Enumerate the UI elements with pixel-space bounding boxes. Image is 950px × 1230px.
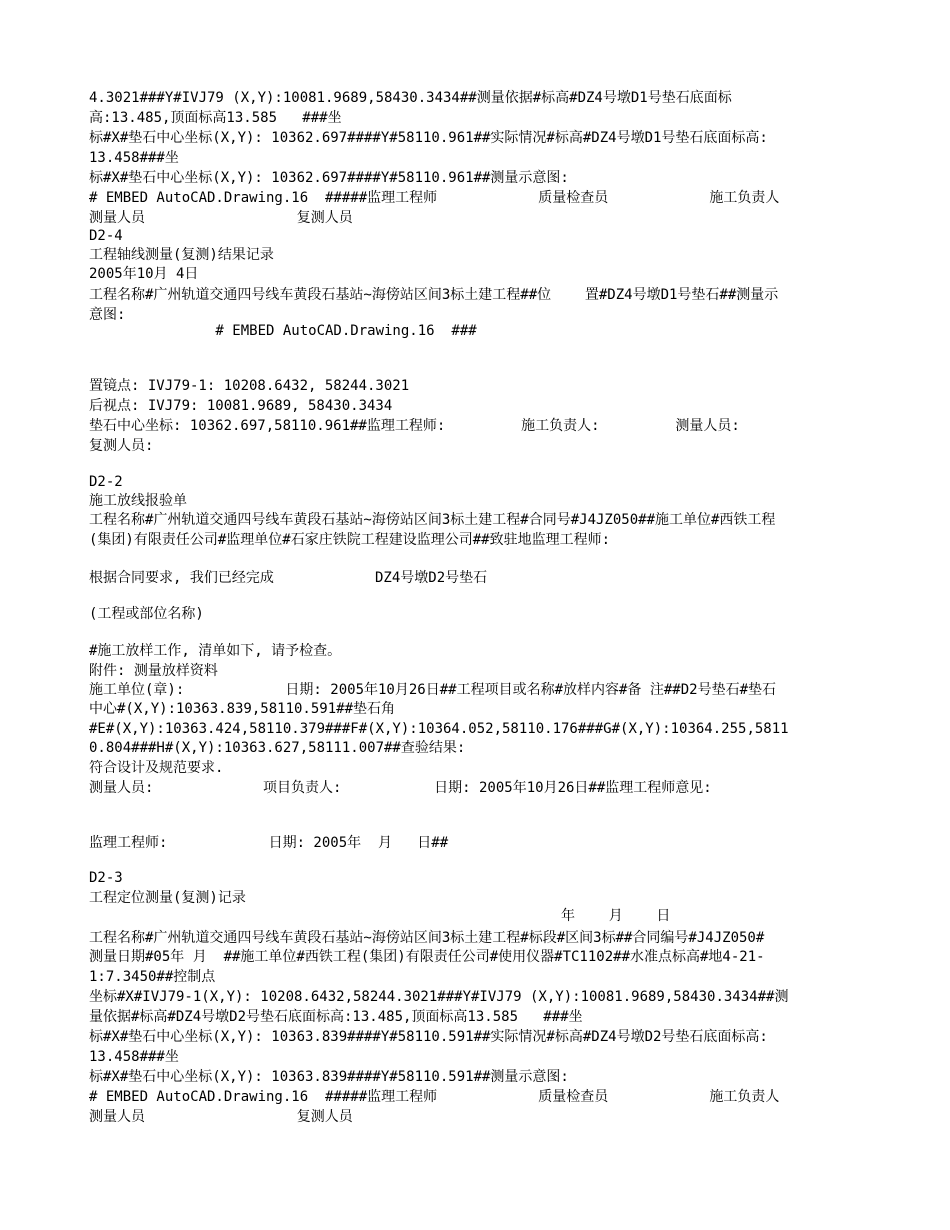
text-line: 标#X#垫石中心坐标(X,Y): 10363.839####Y#58110.591##测量示意图: [89, 1069, 569, 1085]
text-line: 标#X#垫石中心坐标(X,Y): 10363.839####Y#58110.591##实际情况#标高#DZ4号墩D2号垫石底面标高: [89, 1029, 768, 1045]
text-line: 垫石中心坐标: 10362.697,58110.961##监理工程师: 施工负责人: 测量人员: [89, 418, 740, 434]
text-line: 工程名称#广州轨道交通四号线车黄段石基站~海傍站区间3标土建工程#合同号#J4JZ050##施工单位#西铁工程 [89, 512, 776, 528]
text-line: 测量日期#05年 月 ##施工单位#西铁工程(集团)有限责任公司#使用仪器#TC1102##水准点标高#地4-21- [89, 949, 765, 965]
text-line: 坐标#X#IVJ79-1(X,Y): 10208.6432,58244.3021###Y#IVJ79 (X,Y):10081.9689,58430.3434##测 [89, 989, 789, 1005]
text-line: (工程或部位名称) [89, 606, 204, 622]
text-line: # EMBED AutoCAD.Drawing.16 #####监理工程师 质量检查员 施工负责人 [89, 190, 780, 206]
text-line: 后视点: IVJ79: 10081.9689, 58430.3434 [89, 398, 393, 414]
section-title: 工程定位测量(复测)记录 [89, 890, 246, 906]
section-code: D2-4 [89, 228, 123, 244]
text-line: 测量人员 复测人员 [89, 1109, 353, 1125]
text-line: #施工放样工作, 清单如下, 请予检查。 [89, 643, 342, 659]
text-line: 意图: [89, 307, 126, 323]
embed-placeholder: # EMBED AutoCAD.Drawing.16 ### [89, 323, 477, 339]
text-line: 1:7.3450##控制点 [89, 969, 216, 985]
text-line: # EMBED AutoCAD.Drawing.16 #####监理工程师 质量检查员 施工负责人 [89, 1089, 780, 1105]
text-line: 测量人员: 项目负责人: 日期: 2005年10月26日##监理工程师意见: [89, 780, 712, 796]
text-line: #E#(X,Y):10363.424,58110.379###F#(X,Y):10364.052,58110.176###G#(X,Y):10364.255,5811 [89, 721, 789, 737]
date-line: 年 月 日 [89, 908, 671, 924]
text-line: 置镜点: IVJ79-1: 10208.6432, 58244.3021 [89, 378, 410, 394]
text-line: 工程名称#广州轨道交通四号线车黄段石基站~海傍站区间3标土建工程##位 置#DZ4号墩D1号垫石##测量示 [89, 287, 779, 303]
text-line: 根据合同要求, 我们已经完成 DZ4号墩D2号垫石 [89, 570, 488, 586]
section-code: D2-3 [89, 870, 123, 886]
text-line: 高:13.485,顶面标高13.585 ###坐 [89, 110, 342, 126]
text-line: 工程名称#广州轨道交通四号线车黄段石基站~海傍站区间3标土建工程#标段#区间3标##合同编号#J4JZ050# [89, 930, 765, 946]
text-line: 测量人员 复测人员 [89, 210, 353, 226]
section-title: 工程轴线测量(复测)结果记录 [89, 247, 274, 263]
text-line: 13.458###坐 [89, 150, 179, 166]
text-line: (集团)有限责任公司#监理单位#石家庄铁院工程建设监理公司##致驻地监理工程师: [89, 532, 610, 548]
date-line: 2005年10月 4日 [89, 266, 199, 282]
section-code: D2-2 [89, 474, 123, 490]
text-line: 中心#(X,Y):10363.839,58110.591##垫石角 [89, 701, 396, 717]
text-line: 监理工程师: 日期: 2005年 月 日## [89, 835, 449, 851]
text-line: 13.458###坐 [89, 1049, 179, 1065]
text-line: 标#X#垫石中心坐标(X,Y): 10362.697####Y#58110.961##测量示意图: [89, 170, 569, 186]
text-line: 复测人员: [89, 438, 154, 454]
text-line: 0.804###H#(X,Y):10363.627,58111.007##查验结果: [89, 740, 466, 756]
text-line: 量依据#标高#DZ4号墩D2号垫石底面标高:13.485,顶面标高13.585 ###坐 [89, 1009, 583, 1025]
text-line: 符合设计及规范要求. [89, 760, 224, 776]
text-line: 标#X#垫石中心坐标(X,Y): 10362.697####Y#58110.961##实际情况#标高#DZ4号墩D1号垫石底面标高: [89, 130, 768, 146]
text-line: 施工单位(章): 日期: 2005年10月26日##工程项目或名称#放样内容#备 注##D2号垫石#垫石 [89, 682, 777, 698]
text-line: 4.3021###Y#IVJ79 (X,Y):10081.9689,58430.3434##测量依据#标高#DZ4号墩D1号垫石底面标 [89, 90, 732, 106]
section-title: 施工放线报验单 [89, 493, 187, 509]
text-line: 附件: 测量放样资料 [89, 663, 218, 679]
